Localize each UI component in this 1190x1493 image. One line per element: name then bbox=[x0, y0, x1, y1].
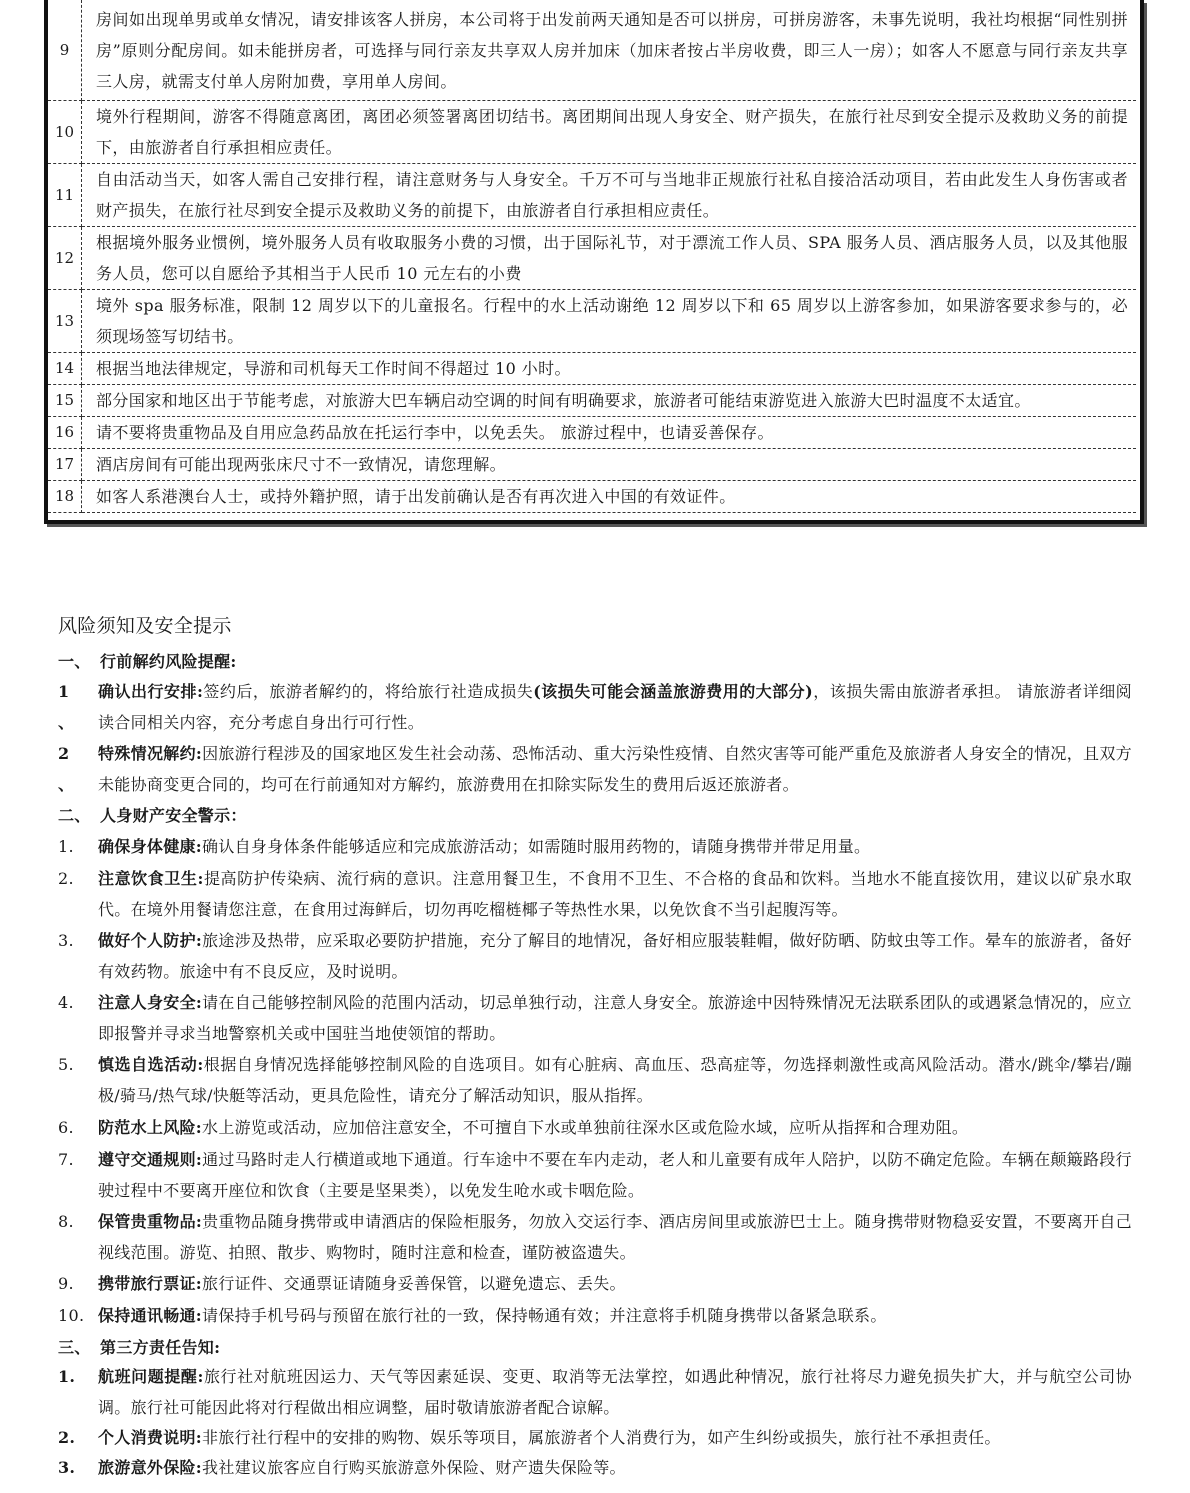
item-number: 6. bbox=[58, 1118, 74, 1137]
table-row bbox=[48, 164, 1136, 227]
item-text: 确认自身身体条件能够适应和完成旅游活动；如需随时服用药物的，请随身携带并带足用量。 bbox=[202, 837, 871, 856]
item-label: 特殊情况解约: bbox=[98, 744, 203, 763]
item-body bbox=[98, 925, 1132, 987]
item-body bbox=[98, 1112, 1132, 1143]
item-body bbox=[98, 1268, 1132, 1299]
item-number: 9. bbox=[58, 1274, 74, 1293]
item-text: 根据自身情况选择能够控制风险的自选项目。如有心脏病、高血压、恐高症等，勿选择刺激性或高风险活动。潜水/跳伞/攀岩/蹦极/骑马/热气球/快艇等活动，更具危险性，请充分了解活动知识，服从指挥。 bbox=[98, 1055, 1132, 1105]
item-number: 4. bbox=[58, 993, 74, 1012]
item-label: 个人消费说明: bbox=[98, 1428, 203, 1447]
row-text: 根据境外服务业惯例，境外服务人员有收取服务小费的习惯，出于国际礼节，对于漂流工作人员、SPA 服务人员、酒店服务人员，以及其他服务人员，您可以自愿给予其相当于人民币 10 元左右的小费 bbox=[82, 227, 1137, 290]
item-body bbox=[98, 1144, 1132, 1206]
section-index: 三、 bbox=[58, 1338, 91, 1357]
item-body bbox=[98, 1361, 1132, 1423]
section-heading-text: 人身财产安全警示： bbox=[100, 806, 247, 825]
table-row bbox=[48, 290, 1136, 353]
row-text: 酒店房间有可能出现两张床尺寸不一致情况，请您理解。 bbox=[82, 449, 1137, 481]
item-number: 7. bbox=[58, 1150, 74, 1169]
table-row bbox=[48, 449, 1136, 481]
notes-table bbox=[48, 0, 1136, 513]
item-label: 慎选自选活动: bbox=[98, 1055, 204, 1074]
item-number: 1. bbox=[58, 837, 74, 856]
item-label: 保管贵重物品: bbox=[98, 1212, 203, 1231]
item-text: 因旅游行程涉及的国家地区发生社会动荡、恐怖活动、重大污染性疫情、自然灾害等可能严重危及旅游者人身安全的情况，且双方未能协商变更合同的，均可在行前通知对方解约，旅游费用在扣除实际发生的费用后返还旅游者。 bbox=[98, 744, 1132, 794]
table-row bbox=[48, 227, 1136, 290]
row-text: 请不要将贵重物品及自用应急药品放在托运行李中，以免丢失。 旅游过程中，也请妥善保存。 bbox=[82, 417, 1137, 449]
row-text: 根据当地法律规定，导游和司机每天工作时间不得超过 10 小时。 bbox=[82, 353, 1137, 385]
item-label: 旅游意外保险: bbox=[98, 1458, 203, 1477]
row-number: 14 bbox=[48, 353, 82, 385]
item-body bbox=[98, 1422, 1132, 1453]
item-text: 旅行社对航班因运力、天气等因素延误、变更、取消等无法掌控，如遇此种情况，旅行社将尽力避免损失扩大，并与航空公司协调。旅行社可能因此将对行程做出相应调整，届时敬请旅游者配合谅解。 bbox=[98, 1367, 1132, 1417]
row-text: 如客人系港澳台人士，或持外籍护照，请于出发前确认是否有再次进入中国的有效证件。 bbox=[82, 481, 1137, 513]
item-number: 2. bbox=[58, 1428, 76, 1447]
row-text: 房间如出现单男或单女情况，请安排该客人拼房，本公司将于出发前两天通知是否可以拼房，可拼房游客，未事先说明，我社均根据“同性别拼房”原则分配房间。如未能拼房者，可选择与同行亲友共享双人房并加床（加床者按占半房收费，即三人一房）；如客人不愿意与同行亲友共享三人房，就需支付单人房附加费，享用单人房间。 bbox=[82, 0, 1137, 101]
item-number: 1. bbox=[58, 1367, 76, 1386]
item-text: 提高防护传染病、流行病的意识。注意用餐卫生，不食用不卫生、不合格的食品和饮料。当地水不能直接饮用，建议以矿泉水取代。在境外用餐请您注意，在食用过海鲜后，切勿再吃榴梿椰子等热性水果，以免饮食不当引起腹泻等。 bbox=[98, 869, 1132, 919]
item-body bbox=[98, 676, 1132, 738]
section-heading-2 bbox=[58, 804, 247, 828]
item-text: 我社建议旅客应自行购买旅游意外保险、财产遗失保险等。 bbox=[202, 1458, 626, 1477]
item-number: 2. bbox=[58, 869, 74, 888]
section-index: 一、 bbox=[58, 652, 91, 671]
section-heading-text: 行前解约风险提醒: bbox=[100, 652, 237, 671]
item-label: 注意人身安全: bbox=[98, 993, 203, 1012]
item-body bbox=[98, 1206, 1132, 1268]
item-text-post: ，该损失需由旅游者承担。 请旅游者详细阅读合同相关内容，充分考虑自身出行可行性。 bbox=[98, 682, 1132, 732]
item-label: 防范水上风险: bbox=[98, 1118, 203, 1137]
section-title: 风险须知及安全提示 bbox=[58, 615, 232, 637]
item-body bbox=[98, 738, 1132, 800]
item-body bbox=[98, 987, 1132, 1049]
item-number: 3. bbox=[58, 931, 74, 950]
item-number: 1 、 bbox=[58, 682, 75, 732]
item-body bbox=[98, 831, 1132, 862]
section-heading-1 bbox=[58, 650, 237, 674]
row-number: 9 bbox=[48, 0, 82, 101]
item-text-pre: 签约后，旅游者解约的，将给旅行社造成损失 bbox=[203, 682, 534, 701]
item-text: 旅行证件、交通票证请随身妥善保管，以避免遗忘、丢失。 bbox=[202, 1274, 626, 1293]
item-text: 水上游览或活动，应加倍注意安全，不可擅自下水或单独前往深水区或危险水域，应听从指挥和合理劝阻。 bbox=[202, 1118, 969, 1137]
item-text: 非旅行社行程中的安排的购物、娱乐等项目，属旅游者个人消费行为，如产生纠纷或损失，旅行社不承担责任。 bbox=[202, 1428, 1001, 1447]
item-label: 确认出行安排: bbox=[98, 682, 204, 701]
item-label: 保持通讯畅通: bbox=[98, 1306, 203, 1325]
item-text: 请在自己能够控制风险的范围内活动，切忌单独行动，注意人身安全。旅游途中因特殊情况无法联系团队的或遇紧急情况的，应立即报警并寻求当地警察机关或中国驻当地使领馆的帮助。 bbox=[98, 993, 1132, 1043]
item-text-bold: (该损失可能会涵盖旅游费用的大部分) bbox=[533, 682, 814, 701]
item-label: 携带旅行票证: bbox=[98, 1274, 203, 1293]
section-heading-3 bbox=[58, 1336, 220, 1360]
item-number: 3. bbox=[58, 1458, 76, 1477]
row-number: 10 bbox=[48, 101, 82, 164]
row-text: 自由活动当天，如客人需自己安排行程，请注意财务与人身安全。千万不可与当地非正规旅行社私自接洽活动项目，若由此发生人身伤害或者财产损失，在旅行社尽到安全提示及救助义务的前提下，由旅游者自行承担相应责任。 bbox=[82, 164, 1137, 227]
item-label: 做好个人防护: bbox=[98, 931, 203, 950]
section-heading-text: 第三方责任告知: bbox=[100, 1338, 221, 1357]
row-number: 17 bbox=[48, 449, 82, 481]
table-row bbox=[48, 417, 1136, 449]
item-number: 10. bbox=[58, 1306, 85, 1325]
item-label: 注意饮食卫生: bbox=[98, 869, 204, 888]
row-number: 13 bbox=[48, 290, 82, 353]
item-number: 8. bbox=[58, 1212, 74, 1231]
item-text: 旅途涉及热带，应采取必要防护措施，充分了解目的地情况，备好相应服装鞋帽，做好防晒、防蚊虫等工作。晕车的旅游者，备好有效药物。旅途中有不良反应，及时说明。 bbox=[98, 931, 1132, 981]
item-body bbox=[98, 1452, 1132, 1483]
item-text: 请保持手机号码与预留在旅行社的一致，保持畅通有效；并注意将手机随身携带以备紧急联系。 bbox=[202, 1306, 887, 1325]
item-number: 2 、 bbox=[58, 744, 75, 794]
table-row bbox=[48, 101, 1136, 164]
item-text: 通过马路时走人行横道或地下通道。行车途中不要在车内走动，老人和儿童要有成年人陪护，以防不确定危险。车辆在颠簸路段行驶过程中不要离开座位和饮食（主要是坚果类），以免发生呛水或卡咽危险。 bbox=[98, 1150, 1132, 1200]
row-text: 部分国家和地区出于节能考虑，对旅游大巴车辆启动空调的时间有明确要求，旅游者可能结束游览进入旅游大巴时温度不太适宜。 bbox=[82, 385, 1137, 417]
row-number: 12 bbox=[48, 227, 82, 290]
table-row bbox=[48, 0, 1136, 101]
row-text: 境外行程期间，游客不得随意离团，离团必须签署离团切结书。离团期间出现人身安全、财产损失，在旅行社尽到安全提示及救助义务的前提下，由旅游者自行承担相应责任。 bbox=[82, 101, 1137, 164]
item-number: 5. bbox=[58, 1055, 74, 1074]
table-row bbox=[48, 481, 1136, 513]
item-label: 航班问题提醒: bbox=[98, 1367, 204, 1386]
item-body bbox=[98, 863, 1132, 925]
table-row bbox=[48, 385, 1136, 417]
section-index: 二、 bbox=[58, 806, 91, 825]
table-row bbox=[48, 353, 1136, 385]
row-text: 境外 spa 服务标准，限制 12 周岁以下的儿童报名。行程中的水上活动谢绝 12 周岁以下和 65 周岁以上游客参加，如果游客要求参与的，必须现场签写切结书。 bbox=[82, 290, 1137, 353]
row-number: 16 bbox=[48, 417, 82, 449]
row-number: 11 bbox=[48, 164, 82, 227]
row-number: 15 bbox=[48, 385, 82, 417]
item-body bbox=[98, 1300, 1132, 1331]
row-number: 18 bbox=[48, 481, 82, 513]
item-label: 确保身体健康: bbox=[98, 837, 203, 856]
item-body bbox=[98, 1049, 1132, 1111]
item-label: 遵守交通规则: bbox=[98, 1150, 203, 1169]
item-text: 贵重物品随身携带或申请酒店的保险柜服务，勿放入交运行李、酒店房间里或旅游巴士上。随身携带财物稳妥安置，不要离开自己视线范围。游览、拍照、散步、购物时，随时注意和检查，谨防被盗遗失。 bbox=[98, 1212, 1132, 1262]
